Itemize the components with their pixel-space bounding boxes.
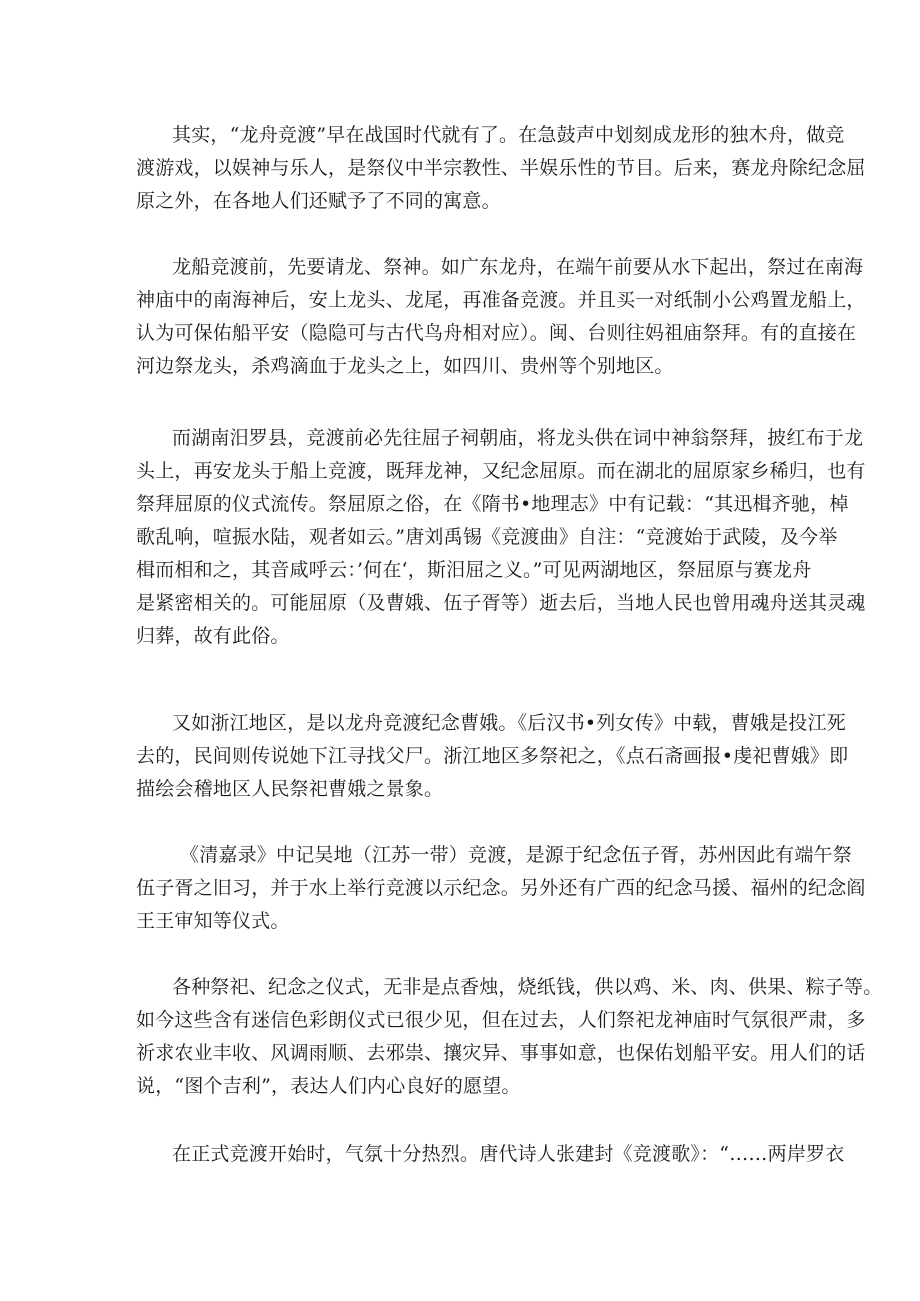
paragraph-line: 在正式竞渡开始时，气氛十分热烈。唐代诗人张建封《竞渡歌》：“……两岸罗衣 [172, 1143, 845, 1165]
paragraph-line: 河边祭龙头，杀鸡滴血于龙头之上，如四川、贵州等个别地区。 [136, 355, 674, 377]
paragraph-line: 王王审知等仪式。 [136, 910, 290, 932]
paragraph-line: 其实，“龙舟竞渡”早在战国时代就有了。在急鼓声中划刻成龙形的独木舟，做竞 [172, 124, 845, 146]
paragraph-line: 祭拜屈原的仪式流传。祭屈原之俗，在《隋书•地理志》中有记载：“其迅楫齐驰，棹 [136, 493, 849, 515]
paragraph-line: 头上，再安龙头于船上竞渡，既拜龙神，又纪念屈原。而在湖北的屈原家乡稀归，也有 [136, 460, 866, 482]
paragraph-line: 龙船竞渡前，先要请龙、祭神。如广东龙舟，在端午前要从水下起出，祭过在南海 [172, 256, 864, 278]
paragraph-line: 又如浙江地区，是以龙舟竞渡纪念曹娥。《后汉书•列女传》中载，曹娥是投江死 [172, 712, 846, 734]
paragraph-line: 歌乱响，喧振水陆，观者如云。”唐刘禹锡《竞渡曲》自注：“竞渡始于武陵，及今举 [136, 526, 838, 548]
paragraph-line: 归葬，故有此俗。 [136, 625, 290, 647]
paragraph-line: 祈求农业丰收、风调雨顺、去邪祟、攘灾异、事事如意，也保佑划船平安。用人们的话 [136, 1042, 866, 1064]
paragraph-line: 伍子胥之旧习，并于水上举行竞渡以示纪念。另外还有广西的纪念马援、福州的纪念阎 [136, 877, 866, 899]
paragraph-line: 神庙中的南海神后，安上龙头、龙尾，再准备竞渡。并且买一对纸制小公鸡置龙船上， [136, 289, 866, 311]
paragraph-line: 楫而相和之，其音咸呼云：’何在‘，斯汨屈之义。”可见两湖地区，祭屈原与赛龙舟 [136, 559, 812, 581]
paragraph-line: 渡游戏，以娱神与乐人，是祭仪中半宗教性、半娱乐性的节目。后来，赛龙舟除纪念屈 [136, 157, 866, 179]
paragraph-line: 如今这些含有迷信色彩朗仪式已很少见，但在过去，人们祭祀龙神庙时气氛很严肃，多 [136, 1009, 866, 1031]
paragraph-line: 而湖南汨罗县，竞渡前必先往屈子祠朝庙，将龙头供在词中神翁祭拜，披红布于龙 [172, 427, 864, 449]
paragraph-line: 是紧密相关的。可能屈原（及曹娥、伍子胥等）逝去后，当地人民也曾用魂舟送其灵魂 [136, 592, 866, 614]
paragraph-line: 原之外，在各地人们还赋予了不同的寓意。 [136, 190, 501, 212]
paragraph-line: 描绘会稽地区人民祭祀曹娥之景象。 [136, 778, 444, 800]
paragraph-line: 说，“图个吉利”，表达人们内心良好的愿望。 [136, 1075, 521, 1097]
paragraph-line: 各种祭祀、纪念之仪式，无非是点香烛，烧纸钱，供以鸡、米、肉、供果、粽子等。 [172, 976, 883, 998]
paragraph-line: 去的，民间则传说她下江寻找父尸。浙江地区多祭祀之，《点石斋画报•虔祀曹娥》即 [136, 745, 849, 767]
paragraph-line: 《清嘉录》中记吴地（江苏一带）竞渡，是源于纪念伍子胥，苏州因此有端午祭 [180, 844, 853, 866]
paragraph-line: 认为可保佑船平安（隐隐可与古代鸟舟相对应）。闽、台则往妈祖庙祭拜。有的直接在 [136, 322, 857, 344]
